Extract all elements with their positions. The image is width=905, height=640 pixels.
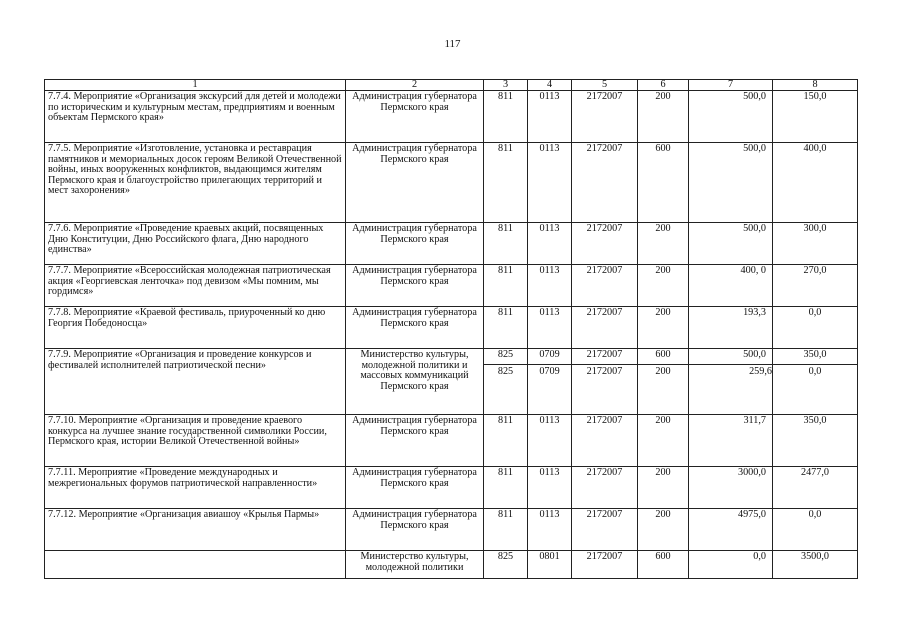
c8-cell	[773, 143, 858, 223]
c6-value: 200	[655, 91, 671, 102]
c7-cell	[689, 143, 773, 223]
c7-value: 193,3	[743, 307, 766, 318]
c6-value: 600	[655, 349, 671, 360]
c8-cell	[773, 509, 858, 551]
c5-cell	[572, 265, 638, 307]
c7-cell	[689, 415, 773, 467]
administrator-cell: Министерство культуры, молодежной политики и массовых коммуникаций Пермского края	[346, 349, 484, 415]
c6-value: 200	[655, 223, 671, 234]
c6-cell	[638, 91, 689, 143]
c5-cell	[572, 415, 638, 467]
c5-value: 2172007	[572, 364, 638, 378]
c6-cell	[638, 307, 689, 349]
c4-value: 0113	[539, 307, 560, 318]
c7-value: 500,0	[743, 223, 766, 234]
c8-value: 2477,0	[800, 467, 829, 478]
measure-name-cell: 7.7.4. Мероприятие «Организация экскурсий для детей и молодежи по историческим и культурным местам, предприятиям и военным объектам Пермского края»	[45, 91, 346, 143]
c6-cell	[638, 223, 689, 265]
c4-cell	[528, 143, 572, 223]
c8-value: 0,0	[773, 364, 858, 378]
c5-value: 2172007	[586, 551, 623, 562]
measure-name-cell: 7.7.6. Мероприятие «Проведение краевых акций, посвященных Дню Конституции, Дню Российского флага, Дню народного единства»	[45, 223, 346, 265]
c8-cell	[773, 307, 858, 349]
c6-cell	[638, 415, 689, 467]
c3-value: 811	[498, 509, 513, 520]
header-cell: 3	[484, 80, 528, 91]
c3-value: 811	[498, 307, 513, 318]
c5-value: 2172007	[586, 143, 623, 154]
c6-value: 200	[638, 364, 689, 378]
c7-value: 500,0	[743, 349, 766, 360]
c3-cell	[484, 265, 528, 307]
c8-value: 400,0	[803, 143, 827, 154]
c7-value: 0,0	[753, 551, 766, 562]
c3-cell	[484, 143, 528, 223]
c4-cell	[528, 91, 572, 143]
c7-value: 400, 0	[740, 265, 766, 276]
c3-cell	[484, 551, 528, 579]
c5-cell	[572, 91, 638, 143]
c3-value: 825	[484, 364, 528, 378]
c3-value: 811	[498, 223, 513, 234]
administrator-cell: Администрация губернатора Пермского края	[346, 265, 484, 307]
administrator-cell: Администрация губернатора Пермского края	[346, 91, 484, 143]
c8-cell	[773, 415, 858, 467]
c3-value: 811	[498, 265, 513, 276]
measure-name-cell: 7.7.9. Мероприятие «Организация и проведение конкурсов и фестивалей исполнителей патриотической песни»	[45, 349, 346, 415]
c8-cell	[773, 349, 858, 415]
header-row	[45, 80, 858, 91]
table-row	[45, 143, 858, 223]
c7-value: 4975,0	[737, 509, 766, 520]
c6-cell	[638, 349, 689, 415]
c6-cell	[638, 509, 689, 551]
header-cell: 7	[689, 80, 773, 91]
c3-cell	[484, 307, 528, 349]
c4-value: 0113	[539, 265, 560, 276]
c8-cell	[773, 91, 858, 143]
c4-value: 0113	[539, 509, 560, 520]
measure-name-cell: 7.7.5. Мероприятие «Изготовление, установка и реставрация памятников и мемориальных досок героям Великой Отечественной войны, иных вооруженных конфликтов, выдающимся жителям Пермского края и благоустройство прилегающих территорий и мест захоронения»	[45, 143, 346, 223]
c7-cell	[689, 349, 773, 415]
header-cell: 1	[45, 80, 346, 91]
administrator-cell: Администрация губернатора Пермского края	[346, 415, 484, 467]
c8-cell	[773, 265, 858, 307]
c8-cell	[773, 223, 858, 265]
table-row	[45, 223, 858, 265]
c6-cell	[638, 551, 689, 579]
c3-cell	[484, 509, 528, 551]
administrator-cell: Министерство культуры, молодежной политики	[346, 551, 484, 579]
c5-value: 2172007	[586, 509, 623, 520]
c3-cell	[484, 467, 528, 509]
table-row	[45, 91, 858, 143]
table-row	[45, 551, 858, 579]
c4-value: 0801	[539, 551, 560, 562]
header-cell: 6	[638, 80, 689, 91]
c4-cell	[528, 415, 572, 467]
c5-cell	[572, 307, 638, 349]
c8-value: 300,0	[803, 223, 827, 234]
c5-value: 2172007	[586, 467, 623, 478]
c6-cell	[638, 467, 689, 509]
c4-value: 0113	[539, 223, 560, 234]
c7-value: 259,6	[689, 364, 773, 378]
administrator-cell: Администрация губернатора Пермского края	[346, 143, 484, 223]
budget-table	[44, 79, 858, 579]
c8-value: 0,0	[808, 307, 822, 318]
c5-cell	[572, 509, 638, 551]
table-row	[45, 509, 858, 551]
c8-value: 0,0	[808, 509, 822, 520]
c3-value: 825	[497, 349, 514, 360]
header-cell: 4	[528, 80, 572, 91]
c6-value: 200	[655, 509, 671, 520]
c7-cell	[689, 265, 773, 307]
c8-value: 350,0	[803, 349, 827, 360]
c6-value: 600	[655, 551, 671, 562]
c8-cell	[773, 467, 858, 509]
table-body	[45, 80, 858, 579]
table-row	[45, 265, 858, 307]
measure-name-cell: 7.7.11. Мероприятие «Проведение международных и межрегиональных форумов патриотической направленности»	[45, 467, 346, 509]
administrator-cell: Администрация губернатора Пермского края	[346, 307, 484, 349]
c6-value: 200	[655, 265, 671, 276]
c7-value: 311,7	[743, 415, 766, 426]
administrator-cell: Администрация губернатора Пермского края	[346, 509, 484, 551]
c3-value: 811	[498, 143, 513, 154]
c4-cell	[528, 551, 572, 579]
administrator-cell: Администрация губернатора Пермского края	[346, 467, 484, 509]
c6-value: 200	[655, 467, 671, 478]
c5-value: 2172007	[586, 349, 623, 360]
measure-name-cell	[45, 551, 346, 579]
header-cell: 2	[346, 80, 484, 91]
c5-value: 2172007	[586, 307, 623, 318]
c5-cell	[572, 467, 638, 509]
c4-cell	[528, 509, 572, 551]
c8-value: 150,0	[803, 91, 827, 102]
table-row	[45, 415, 858, 467]
c4-cell	[528, 223, 572, 265]
c3-cell	[484, 349, 528, 415]
c7-cell	[689, 509, 773, 551]
c4-cell	[528, 467, 572, 509]
c7-cell	[689, 467, 773, 509]
header-cell: 5	[572, 80, 638, 91]
c3-value: 811	[498, 415, 513, 426]
page-number: 117	[444, 38, 461, 50]
measure-name-cell: 7.7.12. Мероприятие «Организация авиашоу «Крылья Пармы»	[45, 509, 346, 551]
c3-cell	[484, 223, 528, 265]
table-row	[45, 467, 858, 509]
c4-value: 0113	[539, 415, 560, 426]
administrator-cell: Администрация губернатора Пермского края	[346, 223, 484, 265]
c3-value: 811	[498, 467, 513, 478]
measure-name-cell: 7.7.8. Мероприятие «Краевой фестиваль, приуроченный ко дню Георгия Победоносца»	[45, 307, 346, 349]
c7-value: 3000,0	[737, 467, 766, 478]
c7-cell	[689, 551, 773, 579]
c7-cell	[689, 223, 773, 265]
header-cell: 8	[773, 80, 858, 91]
c4-value: 0113	[539, 467, 560, 478]
c5-cell	[572, 349, 638, 415]
table-row	[45, 349, 858, 415]
c4-cell	[528, 307, 572, 349]
c5-value: 2172007	[586, 223, 623, 234]
c7-value: 500,0	[743, 143, 766, 154]
c7-cell	[689, 307, 773, 349]
table-row	[45, 307, 858, 349]
c5-cell	[572, 223, 638, 265]
c4-value: 0709	[528, 364, 572, 378]
c5-value: 2172007	[586, 415, 623, 426]
c6-cell	[638, 265, 689, 307]
c6-value: 200	[655, 307, 671, 318]
c7-value: 500,0	[743, 91, 766, 102]
c4-value: 0113	[539, 143, 560, 154]
c5-cell	[572, 143, 638, 223]
c3-value: 825	[497, 551, 514, 562]
measure-name-cell: 7.7.7. Мероприятие «Всероссийская молодежная патриотическая акция «Георгиевская ленточка» под девизом «Мы помним, мы гордимся»	[45, 265, 346, 307]
c3-value: 811	[498, 91, 513, 102]
c4-cell	[528, 349, 572, 415]
c3-cell	[484, 91, 528, 143]
c3-cell	[484, 415, 528, 467]
c4-cell	[528, 265, 572, 307]
c6-cell	[638, 143, 689, 223]
c8-value: 270,0	[803, 265, 827, 276]
c5-value: 2172007	[586, 91, 623, 102]
c5-value: 2172007	[586, 265, 623, 276]
c6-value: 200	[655, 415, 671, 426]
c7-cell	[689, 91, 773, 143]
measure-name-cell: 7.7.10. Мероприятие «Организация и проведение краевого конкурса на лучшее знание государственной символики России, Пермского края, истории Великой Отечественной войны»	[45, 415, 346, 467]
c8-value: 3500,0	[800, 551, 829, 562]
c5-cell	[572, 551, 638, 579]
c4-value: 0709	[539, 349, 560, 360]
c6-value: 600	[655, 143, 671, 154]
c4-value: 0113	[539, 91, 560, 102]
c8-value: 350,0	[803, 415, 827, 426]
c8-cell	[773, 551, 858, 579]
